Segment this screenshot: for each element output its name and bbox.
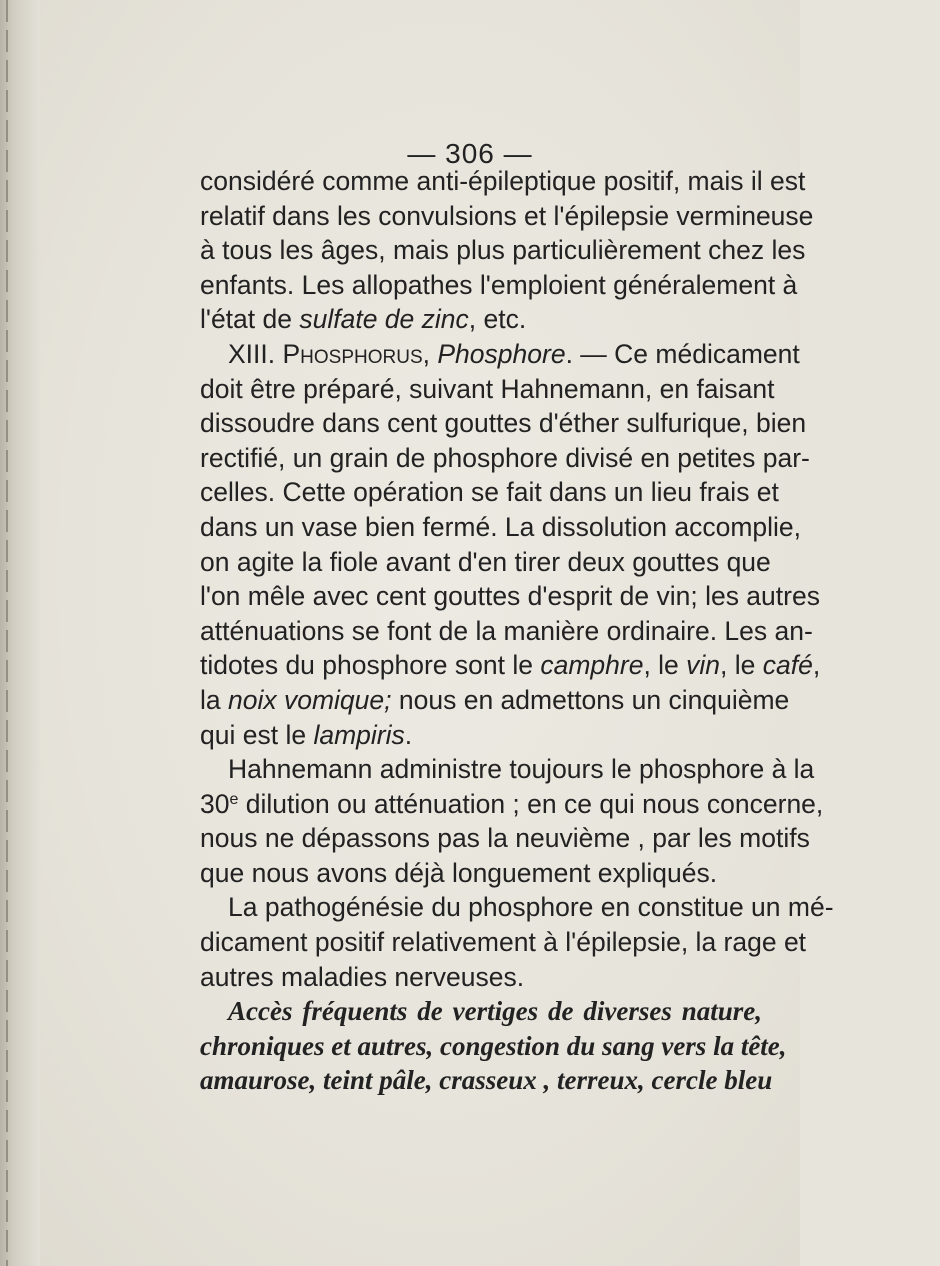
text-segment: on agite la fiole avant d'en tirer deux gouttes que <box>200 546 771 577</box>
text-segment: relatif dans les convulsions et l'épilepsie vermineuse <box>200 200 814 231</box>
text-segment: Hahnemann administre toujours le phosphore à la <box>228 754 815 785</box>
text-segment: Phosphorus <box>282 338 423 369</box>
text-segment: que nous avons déjà longuement expliqués. <box>200 857 718 888</box>
text-line <box>200 787 824 822</box>
text-line <box>200 683 790 718</box>
text-segment: La pathogénésie du phosphore en constitue un mé- <box>228 892 834 923</box>
text-segment: doit être préparé, suivant Hahnemann, en faisant <box>200 373 775 404</box>
text-line <box>200 268 798 303</box>
text-segment: noix vomique; <box>228 684 392 715</box>
text-line <box>200 718 762 753</box>
text-segment: chroniques et autres, congestion du sang vers la tête, <box>200 1030 787 1061</box>
text-segment: , le <box>720 650 763 681</box>
text-segment: dissoudre dans cent gouttes d'éther sulfurique, bien <box>200 408 807 439</box>
text-segment: rectifié, un grain de phosphore divisé en petites par- <box>200 442 810 473</box>
text-line <box>200 233 806 268</box>
text-segment: . — Ce médicament <box>565 338 800 369</box>
text-segment: à tous les âges, mais plus particulièrement chez les <box>200 235 806 266</box>
text-segment: tidotes du phosphore sont le <box>200 650 541 681</box>
text-line <box>200 579 820 614</box>
text-segment: autres maladies nerveuses. <box>200 961 525 992</box>
text-segment: lampiris <box>313 719 405 750</box>
text-segment: dicament positif relativement à l'épilepsie, la rage et <box>200 927 807 958</box>
text-segment: nous en admettons un cinquième <box>391 684 790 715</box>
text-segment: dans un vase bien fermé. La dissolution accomplie, <box>200 511 802 542</box>
text-line <box>200 372 775 407</box>
text-segment: sulfate de zinc <box>299 304 469 335</box>
text-segment: amaurose, teint pâle, crasseux , terreux, cercle bleu <box>200 1065 773 1096</box>
page-binding-edge <box>0 0 40 1266</box>
page-number: — 306 — <box>407 138 533 169</box>
text-segment: l'on mêle avec cent gouttes d'esprit de vin; les autres <box>200 581 820 612</box>
text-line <box>200 1063 773 1098</box>
text-segment: dilution ou atténuation ; en ce qui nous concerne, <box>238 788 824 819</box>
text-segment: atténuations se font de la manière ordinaire. Les an- <box>200 615 813 646</box>
body-text <box>200 164 834 1098</box>
text-line <box>200 510 802 545</box>
text-line <box>200 925 807 960</box>
text-segment: la <box>200 684 228 715</box>
text-segment: , le <box>643 650 687 681</box>
text-line <box>200 960 762 995</box>
text-line <box>200 164 806 199</box>
text-line <box>200 441 810 476</box>
text-line <box>200 648 821 683</box>
text-segment: , etc. <box>468 304 527 335</box>
text-segment: considéré comme anti-épileptique positif, mais il est <box>200 166 806 196</box>
text-segment: celles. Cette opération se fait dans un lieu frais et <box>200 477 779 508</box>
text-line <box>200 545 771 580</box>
text-segment: 30 <box>200 788 230 819</box>
text-line <box>200 475 779 510</box>
text-line <box>200 1029 787 1064</box>
text-segment: qui est le <box>200 719 314 750</box>
text-line <box>200 302 762 337</box>
text-line <box>200 856 762 891</box>
text-line <box>200 337 800 372</box>
text-segment: l'état de <box>200 304 300 335</box>
text-segment: XIII. <box>228 338 283 369</box>
text-segment: Phosphore <box>437 338 566 369</box>
text-segment: nous ne dépassons pas la neuvième , par les motifs <box>200 823 810 854</box>
text-line <box>200 614 813 649</box>
text-segment: e <box>229 790 239 808</box>
text-line <box>200 994 762 1029</box>
text-segment: vin <box>686 650 721 681</box>
text-segment: Accès fréquents de vertiges de diverses nature, <box>228 996 762 1027</box>
text-line <box>200 752 815 787</box>
text-segment: café <box>762 650 813 681</box>
text-line <box>200 406 807 441</box>
text-segment: . <box>404 719 413 750</box>
text-segment: enfants. Les allopathes l'emploient généralement à <box>200 269 798 300</box>
text-segment: , <box>422 338 438 369</box>
text-line <box>200 199 814 234</box>
text-line <box>200 821 810 856</box>
text-segment: camphre <box>540 650 644 681</box>
text-segment: , <box>812 650 821 681</box>
text-line <box>200 890 834 925</box>
